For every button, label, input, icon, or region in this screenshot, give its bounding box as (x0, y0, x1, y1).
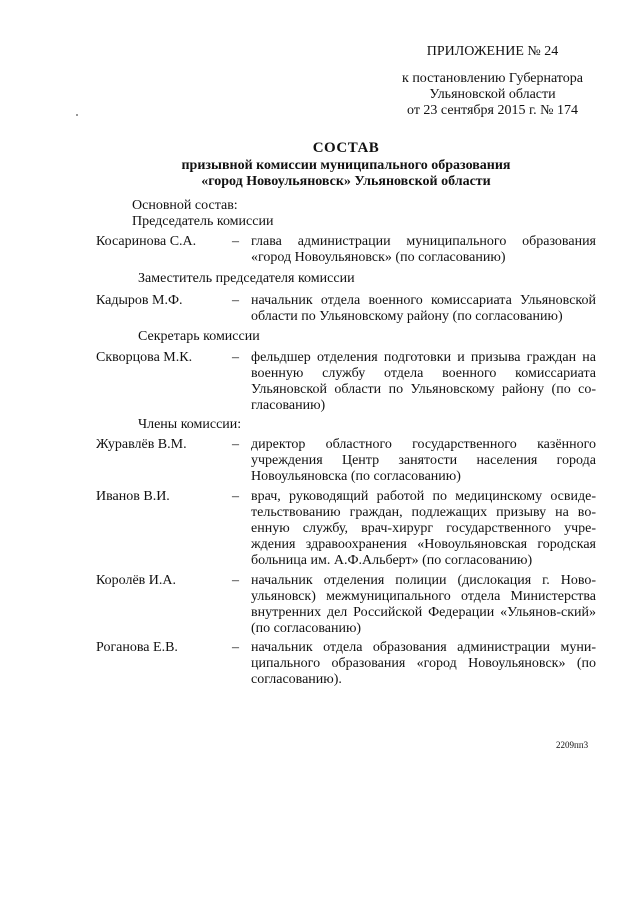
position-description: начальник отдела военного комиссариата Ульяновской области по Ульяновскому району (по согласованию) (251, 293, 596, 324)
position-description: начальник отдела образования администрации муни-ципального образования «город Новоульяновск» (по согласованию). (251, 640, 596, 687)
person-name: Роганова Е.В. (96, 640, 178, 655)
document-title: СОСТАВ (312, 140, 380, 156)
appendix-line-2: Ульяновской области (429, 87, 556, 102)
position-description: директор областного государственного казённого учреждения Центр занятости населения города Новоульяновска (по согласованию) (251, 437, 596, 484)
document-code: 2209пп3 (556, 740, 589, 750)
dash: – (232, 640, 239, 655)
person-name: Косаринова С.А. (96, 234, 197, 249)
person-name: Кадыров М.Ф. (96, 293, 183, 308)
dash: – (232, 437, 239, 452)
appendix-line-3: от 23 сентября 2015 г. № 174 (407, 103, 578, 118)
members-label: Члены комиссии: (138, 417, 242, 432)
heading-line-1: призывной комиссии муниципального образования (181, 158, 511, 173)
position-description: начальник отделения полиции (дислокация г. Ново-ульяновск) межмуниципального отдела Министерства внутренних дел Российской Федерации «Ульянов-ский» (по согласованию) (251, 573, 596, 636)
position-description: фельдшер отделения подготовки и призыва граждан на военную службу отдела военного комиссариата Ульяновской области по Ульяновскому району (по со-гласованию) (251, 350, 596, 413)
appendix-line-1: к постановлению Губернатора (402, 71, 583, 86)
appendix-number: ПРИЛОЖЕНИЕ № 24 (426, 44, 559, 59)
dash: – (232, 573, 239, 588)
position-description: врач, руководящий работой по медицинскому освиде-тельствованию граждан, подлежащих призыву на во-енную службу, врач-хирург государственного учре-ждения здравоохранения «Новоульяновская городская больница им. А.Ф.Альберт» (по согласованию) (251, 489, 596, 568)
document-heading (96, 140, 596, 190)
dash: – (232, 350, 239, 365)
deputy-label: Заместитель председателя комиссии (138, 271, 355, 286)
chairman-label: Председатель комиссии (132, 214, 274, 229)
appendix-header (380, 44, 605, 119)
person-name: Скворцова М.К. (96, 350, 193, 365)
dash: – (232, 234, 239, 249)
heading-line-2: «город Новоульяновск» Ульяновской области (201, 174, 491, 189)
main-staff-label: Основной состав: (132, 198, 238, 213)
dash: – (232, 489, 239, 504)
secretary-label: Секретарь комиссии (138, 329, 260, 344)
dash: – (232, 293, 239, 308)
position-description: глава администрации муниципального образования «город Новоульяновск» (по согласованию) (251, 234, 596, 265)
person-name: Журавлёв В.М. (96, 437, 187, 452)
person-name: Королёв И.А. (96, 573, 176, 588)
person-name: Иванов В.И. (96, 489, 170, 504)
scan-speck (76, 114, 78, 116)
